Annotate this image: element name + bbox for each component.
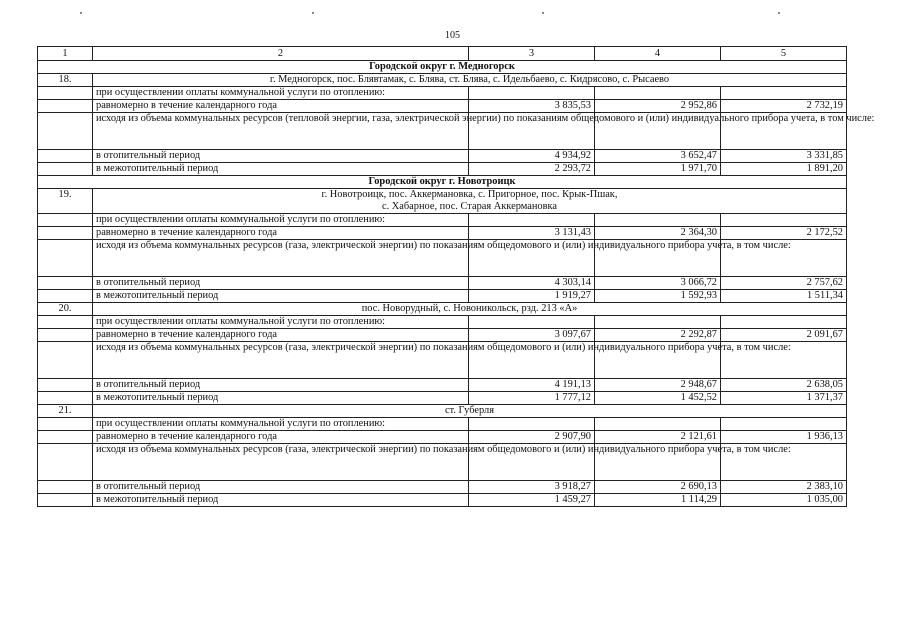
empty-cell [38,163,93,176]
entry-number: 20. [38,303,93,316]
heating-period-label: в отопительный период [93,277,469,290]
settlement-list [93,74,847,87]
empty-cell [469,316,595,329]
tariff-value: 2 690,13 [595,481,721,494]
payment-intro-label: при осуществлении оплаты коммунальной услуги по отоплению: [93,418,469,431]
tariff-value: 2 638,05 [721,379,847,392]
tariff-value: 1 891,20 [721,163,847,176]
empty-cell [38,494,93,507]
tariff-value: 1 371,37 [721,392,847,405]
tariff-value: 1 777,12 [469,392,595,405]
volume-basis-row [38,240,847,277]
tariff-value: 1 936,13 [721,431,847,444]
evenly-row [38,100,847,113]
volume-basis-label: исходя из объема коммунальных ресурсов (газа, электрической энергии) по показаниям общедомового и (или) индивидуального прибора учета, в том числе: [93,240,469,277]
tariff-value: 1 452,52 [595,392,721,405]
column-number: 5 [721,47,847,61]
evenly-label: равномерно в течение календарного года [93,329,469,342]
empty-cell [38,481,93,494]
settlement-list [93,405,847,418]
evenly-label: равномерно в течение календарного года [93,227,469,240]
empty-cell [38,431,93,444]
tariff-value: 1 971,70 [595,163,721,176]
volume-basis-label: исходя из объема коммунальных ресурсов (газа, электрической энергии) по показаниям общедомового и (или) индивидуального прибора учета, в том числе: [93,342,469,379]
tariff-value: 3 097,67 [469,329,595,342]
settlement-list [93,303,847,316]
tariff-value: 2 757,62 [721,277,847,290]
column-number-row [38,47,847,61]
tariff-value: 3 331,85 [721,150,847,163]
evenly-label: равномерно в течение календарного года [93,431,469,444]
payment-intro-row [38,87,847,100]
district-heading: Городской округ г. Новотроицк [38,176,847,189]
empty-cell [595,418,721,431]
empty-cell [469,87,595,100]
scan-speck [542,12,544,14]
empty-cell [595,316,721,329]
payment-intro-row [38,418,847,431]
payment-intro-label: при осуществлении оплаты коммунальной услуги по отоплению: [93,316,469,329]
volume-basis-row [38,444,847,481]
entry-number: 18. [38,74,93,87]
column-number: 3 [469,47,595,61]
interheating-period-row [38,290,847,303]
empty-cell [38,290,93,303]
empty-cell [38,316,93,329]
interheating-period-label: в межотопительный период [93,163,469,176]
tariff-value: 2 364,30 [595,227,721,240]
tariff-value: 2 121,61 [595,431,721,444]
settlement-list [93,189,847,214]
tariff-value: 3 835,53 [469,100,595,113]
tariff-value: 2 948,67 [595,379,721,392]
tariff-value: 1 035,00 [721,494,847,507]
settlement-line: пос. Новорудный, с. Новоникольск, рзд. 213 «А» [361,303,578,314]
payment-intro-row [38,316,847,329]
empty-cell [38,240,93,277]
empty-cell [721,214,847,227]
district-heading: Городской округ г. Медногорск [38,61,847,74]
heating-period-row [38,481,847,494]
empty-cell [721,87,847,100]
tariff-value: 1 114,29 [595,494,721,507]
settlement-row [38,405,847,418]
empty-cell [469,214,595,227]
heating-period-row [38,379,847,392]
heating-period-label: в отопительный период [93,379,469,392]
settlement-line: г. Медногорск, пос. Блявтамак, с. Блява, ст. Блява, с. Идельбаево, с. Кидрясово, с. Рысаево [269,74,670,85]
empty-cell [38,227,93,240]
empty-cell [38,87,93,100]
tariff-value: 2 952,86 [595,100,721,113]
page-number: 105 [445,30,460,41]
empty-cell [38,418,93,431]
entry-number: 21. [38,405,93,418]
empty-cell [38,392,93,405]
empty-cell [38,214,93,227]
interheating-period-label: в межотопительный период [93,494,469,507]
tariff-value: 1 592,93 [595,290,721,303]
column-number: 4 [595,47,721,61]
tariff-value: 3 652,47 [595,150,721,163]
scan-speck [312,12,314,14]
empty-cell [38,329,93,342]
empty-cell [595,214,721,227]
heating-period-row [38,150,847,163]
settlement-line: ст. Губерля [444,405,495,416]
volume-basis-label: исходя из объема коммунальных ресурсов (тепловой энергии, газа, электрической энергии) по показаниям общедомового и (или) индивидуального прибора учета, в том числе: [93,113,469,150]
heating-period-row [38,277,847,290]
empty-cell [38,100,93,113]
tariff-value: 2 292,87 [595,329,721,342]
tariff-value: 1 919,27 [469,290,595,303]
settlement-line: с. Хабарное, пос. Старая Аккермановка [381,201,558,212]
interheating-period-label: в межотопительный период [93,392,469,405]
volume-basis-label: исходя из объема коммунальных ресурсов (газа, электрической энергии) по показаниям общедомового и (или) индивидуального прибора учета, в том числе: [93,444,469,481]
interheating-period-row [38,163,847,176]
tariff-value: 2 732,19 [721,100,847,113]
tariff-value: 4 191,13 [469,379,595,392]
entry-number: 19. [38,189,93,214]
tariff-value: 2 383,10 [721,481,847,494]
tariff-value: 3 066,72 [595,277,721,290]
empty-cell [38,113,93,150]
tariff-value: 4 934,92 [469,150,595,163]
tariff-value: 1 511,34 [721,290,847,303]
settlement-row [38,189,847,214]
settlement-row [38,74,847,87]
empty-cell [595,87,721,100]
empty-cell [38,379,93,392]
settlement-row [38,303,847,316]
empty-cell [721,418,847,431]
payment-intro-row [38,214,847,227]
empty-cell [469,418,595,431]
volume-basis-row [38,113,847,150]
district-row [38,176,847,189]
volume-basis-row [38,342,847,379]
settlement-line: г. Новотроицк, пос. Аккермановка, с. Пригорное, пос. Крык-Пшак, [321,189,618,200]
tariff-value: 2 293,72 [469,163,595,176]
tariff-value: 2 172,52 [721,227,847,240]
tariff-value: 2 907,90 [469,431,595,444]
tariff-value: 3 918,27 [469,481,595,494]
tariff-value: 3 131,43 [469,227,595,240]
empty-cell [38,150,93,163]
tariff-value: 2 091,67 [721,329,847,342]
payment-intro-label: при осуществлении оплаты коммунальной услуги по отоплению: [93,214,469,227]
evenly-row [38,227,847,240]
district-row [38,61,847,74]
scan-speck [778,12,780,14]
scan-speck [80,12,82,14]
tariff-value: 1 459,27 [469,494,595,507]
tariff-table [37,46,875,507]
column-number: 2 [93,47,469,61]
evenly-row [38,329,847,342]
interheating-period-label: в межотопительный период [93,290,469,303]
evenly-label: равномерно в течение календарного года [93,100,469,113]
empty-cell [38,277,93,290]
empty-cell [38,342,93,379]
tariff-value: 4 303,14 [469,277,595,290]
heating-period-label: в отопительный период [93,150,469,163]
interheating-period-row [38,392,847,405]
payment-intro-label: при осуществлении оплаты коммунальной услуги по отоплению: [93,87,469,100]
interheating-period-row [38,494,847,507]
empty-cell [38,444,93,481]
heating-period-label: в отопительный период [93,481,469,494]
evenly-row [38,431,847,444]
empty-cell [721,316,847,329]
column-number: 1 [38,47,93,61]
